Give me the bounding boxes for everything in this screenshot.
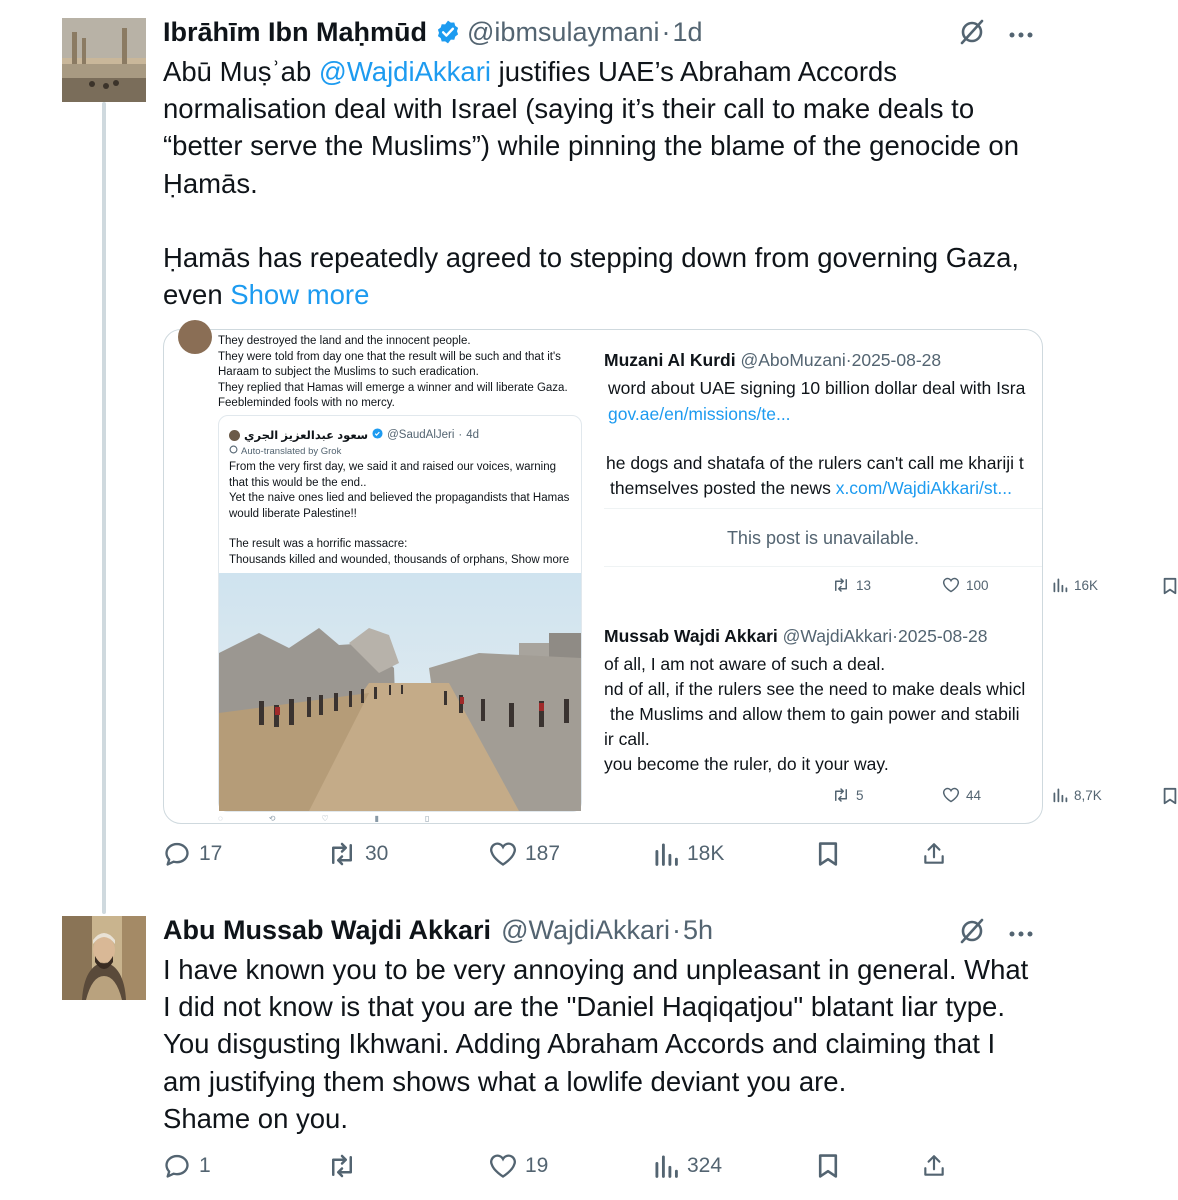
- embedded-text-line: themselves posted the news: [610, 478, 836, 498]
- embedded-author-handle: @AboMuzani: [740, 350, 846, 370]
- post-text-line: I did not know is that you are the "Daniel Haqiqatjou" blatant liar type.: [163, 991, 1005, 1023]
- like-count: 187: [525, 842, 561, 865]
- embedded-text-line: word about UAE signing 10 billion dollar deal with Isra: [608, 378, 1026, 398]
- embedded-timestamp: 2025-08-28: [851, 350, 942, 370]
- post-text-line: You disgusting Ikhwani. Adding Abraham Accords and claiming that I: [163, 1028, 996, 1060]
- embedded-views-count: [1052, 787, 1102, 803]
- quoted-author-name: سعود عبدالعزيز الجري: [244, 430, 369, 442]
- embedded-repost-count: [832, 577, 871, 593]
- post-action-bar: [163, 1148, 963, 1184]
- embedded-text-line: They destroyed the land and the innocent people.: [218, 335, 471, 347]
- separator-dot: ·: [672, 914, 681, 945]
- heart-icon: [489, 1153, 517, 1179]
- quoted-post-header: [229, 428, 479, 442]
- like-count: 19: [525, 1154, 549, 1177]
- embedded-text-line: of all, I am not aware of such a deal.: [604, 654, 886, 674]
- embedded-link: x.com/WajdiAkkari/st...: [835, 478, 1013, 498]
- repost-icon: [327, 841, 357, 867]
- bookmark-icon: [1162, 577, 1178, 600]
- author-name[interactable]: Ibrāhīm Ibn Maḥmūd: [163, 16, 428, 47]
- heart-icon: [489, 841, 517, 867]
- count: 44: [966, 787, 982, 803]
- post-action-bar: [163, 836, 963, 872]
- count: 13: [856, 577, 872, 593]
- count: 8,7K: [1074, 787, 1102, 803]
- like-icon: ♡: [321, 814, 329, 823]
- show-more-link[interactable]: Show more: [230, 279, 370, 311]
- embedded-link: gov.ae/en/missions/te...: [608, 404, 791, 424]
- reply-button[interactable]: [163, 836, 222, 872]
- post-timestamp[interactable]: 5h: [683, 914, 714, 945]
- avatar[interactable]: [62, 916, 146, 1000]
- avatar[interactable]: [62, 18, 146, 102]
- count: 100: [966, 577, 989, 593]
- bookmark-button[interactable]: [817, 836, 839, 872]
- reply-icon: [163, 840, 191, 868]
- views-button[interactable]: [653, 1148, 722, 1184]
- views-icon: [1052, 577, 1068, 593]
- embedded-action-bar-cropped: [218, 814, 429, 823]
- post-top-actions: [958, 18, 1034, 51]
- count: 16K: [1074, 577, 1099, 593]
- grok-icon[interactable]: [958, 18, 986, 51]
- auto-translated-note: [229, 445, 341, 457]
- post-text-line: justifies UAE’s Abraham Accords: [491, 56, 898, 87]
- post-text: [163, 53, 1043, 313]
- share-icon: [921, 1153, 947, 1179]
- views-icon: [653, 1153, 679, 1179]
- post-timestamp[interactable]: 1d: [672, 16, 703, 47]
- post-text-line: normalisation deal with Israel (saying it’s their call to make deals to: [163, 93, 975, 125]
- embedded-author-name: Mussab Wajdi Akkari: [604, 626, 778, 646]
- bookmark-icon: [817, 841, 839, 867]
- reply-icon: [163, 1152, 191, 1180]
- view-count: 324: [687, 1154, 723, 1177]
- embedded-repost-count: [832, 787, 864, 803]
- embedded-text-line: the Muslims and allow them to gain power and stabili: [610, 704, 1020, 724]
- embedded-author-handle: @WajdiAkkari: [782, 626, 893, 646]
- separator-dot: ·: [892, 626, 898, 646]
- heart-icon: [942, 577, 960, 593]
- post-unavailable-notice: This post is unavailable.: [726, 528, 920, 548]
- quoted-text-line: Yet the naive ones lied and believed the propagandists that Hamas: [229, 492, 570, 504]
- views-icon: ▮: [374, 814, 380, 823]
- post-text-line: Shame on you.: [163, 1102, 348, 1134]
- post-header: [163, 12, 703, 52]
- author-handle[interactable]: @WajdiAkkari: [501, 914, 670, 945]
- post-text-line: am justifying them shows what a lowlife deviant you are.: [163, 1065, 847, 1097]
- bookmark-icon: [817, 1153, 839, 1179]
- post-text-line: Abū Muṣʾab: [163, 56, 319, 87]
- repost-icon: [832, 787, 850, 803]
- verified-badge-icon: [372, 428, 383, 442]
- avatar-mosque-image: [62, 18, 146, 102]
- embedded-avatar: [178, 320, 212, 354]
- post-text: [163, 951, 1043, 1137]
- post-text-line: Ḥamās has repeatedly agreed to stepping down from governing Gaza,: [163, 241, 1020, 273]
- embedded-reply-header: [604, 350, 941, 371]
- embedded-like-count: [942, 577, 989, 593]
- quoted-post: [218, 415, 582, 812]
- quoted-avatar: [229, 430, 240, 441]
- translate-icon: [229, 445, 238, 457]
- separator-dot: ·: [458, 429, 463, 441]
- bookmark-icon: [1162, 787, 1178, 810]
- embedded-text-line: Feebleminded fools with no mercy.: [218, 397, 395, 409]
- post-top-actions: [958, 917, 1034, 950]
- avatar-portrait-image: [62, 916, 146, 1000]
- repost-count: 30: [365, 842, 389, 865]
- gaza-destruction-photo: [219, 573, 581, 811]
- share-button[interactable]: [921, 836, 947, 872]
- count: 5: [856, 787, 864, 803]
- verified-badge-icon: [435, 19, 461, 45]
- repost-icon: [327, 1153, 357, 1179]
- bookmark-button[interactable]: [817, 1148, 839, 1184]
- separator-dot: ·: [661, 16, 671, 47]
- auto-translated-label: Auto-translated by Grok: [241, 445, 342, 457]
- embedded-reply-header: [604, 626, 988, 647]
- post-header: [163, 910, 713, 950]
- embedded-text-line: he dogs and shatafa of the rulers can't call me khariji t: [606, 453, 1024, 473]
- embedded-like-count: [942, 787, 981, 803]
- quoted-text-line: that this would be the end..: [229, 476, 367, 489]
- quoted-timestamp: 4d: [466, 429, 480, 441]
- attached-image[interactable]: [163, 329, 1102, 824]
- more-options-icon[interactable]: [1008, 925, 1034, 943]
- post-text-line: Ḥamās.: [163, 167, 258, 199]
- embedded-author-name: Muzani Al Kurdi: [604, 350, 736, 370]
- mention-link[interactable]: @WajdiAkkari: [318, 56, 491, 87]
- heart-icon: [942, 787, 960, 803]
- embedded-text-line: ir call.: [604, 729, 650, 749]
- bookmark-icon: ▯: [425, 814, 430, 823]
- views-button[interactable]: [653, 836, 724, 872]
- embedded-text-line: Haraam to subject the Muslims to such eradication.: [218, 366, 479, 378]
- embedded-timestamp: 2025-08-28: [897, 626, 988, 646]
- embedded-text-line: you become the ruler, do it your way.: [604, 754, 889, 774]
- quoted-text-line: The result was a horrific massacre:: [229, 538, 408, 550]
- attached-image-right-panel: [604, 330, 1102, 823]
- reply-count: 17: [199, 842, 223, 865]
- quoted-text-line: would liberate Palestine!!: [229, 507, 357, 520]
- quoted-handle: @SaudAlJeri: [387, 429, 455, 441]
- views-icon: [653, 841, 679, 867]
- repost-icon: ⟲: [268, 814, 276, 823]
- thread-connector-line: [102, 102, 106, 914]
- reply-icon: ◌: [218, 814, 223, 823]
- attached-image-left-panel: [164, 330, 604, 823]
- embedded-views-count: [1052, 577, 1098, 593]
- divider: [604, 566, 1042, 567]
- like-button[interactable]: [489, 1148, 548, 1184]
- author-name[interactable]: Abu Mussab Wajdi Akkari: [163, 914, 492, 945]
- quoted-text-line: Thousands killed and wounded, thousands of orphans, Show more: [229, 553, 570, 566]
- reply-count: 1: [199, 1154, 211, 1177]
- post-text-line: even: [163, 279, 231, 311]
- repost-button[interactable]: [327, 836, 388, 872]
- embedded-post-text: [218, 334, 598, 412]
- separator-dot: ·: [845, 350, 852, 370]
- grok-icon[interactable]: [958, 917, 986, 950]
- like-button[interactable]: [489, 836, 560, 872]
- quoted-post-text: [229, 460, 579, 568]
- divider: [604, 508, 1042, 509]
- reply-button[interactable]: [163, 1148, 211, 1184]
- embedded-text-line: They were told from day one that the result will be such and that it's: [218, 350, 561, 363]
- repost-icon: [832, 577, 850, 593]
- author-handle[interactable]: @ibmsulaymani: [467, 16, 660, 47]
- repost-button[interactable]: [327, 1148, 365, 1184]
- share-icon: [921, 841, 947, 867]
- post-text-line: I have known you to be very annoying and unpleasant in general. What: [163, 954, 1029, 985]
- views-icon: [1052, 787, 1068, 803]
- view-count: 18K: [687, 842, 725, 865]
- embedded-text-line: They replied that Hamas will emerge a winner and will liberate Gaza.: [218, 381, 568, 394]
- embedded-text-line: nd of all, if the rulers see the need to make deals whicl: [604, 679, 1026, 699]
- more-options-icon[interactable]: [1008, 26, 1034, 44]
- quoted-text-line: From the very first day, we said it and raised our voices, warning: [229, 461, 557, 473]
- post-text-line: “better serve the Muslims”) while pinning the blame of the genocide on: [163, 130, 1020, 162]
- share-button[interactable]: [921, 1148, 947, 1184]
